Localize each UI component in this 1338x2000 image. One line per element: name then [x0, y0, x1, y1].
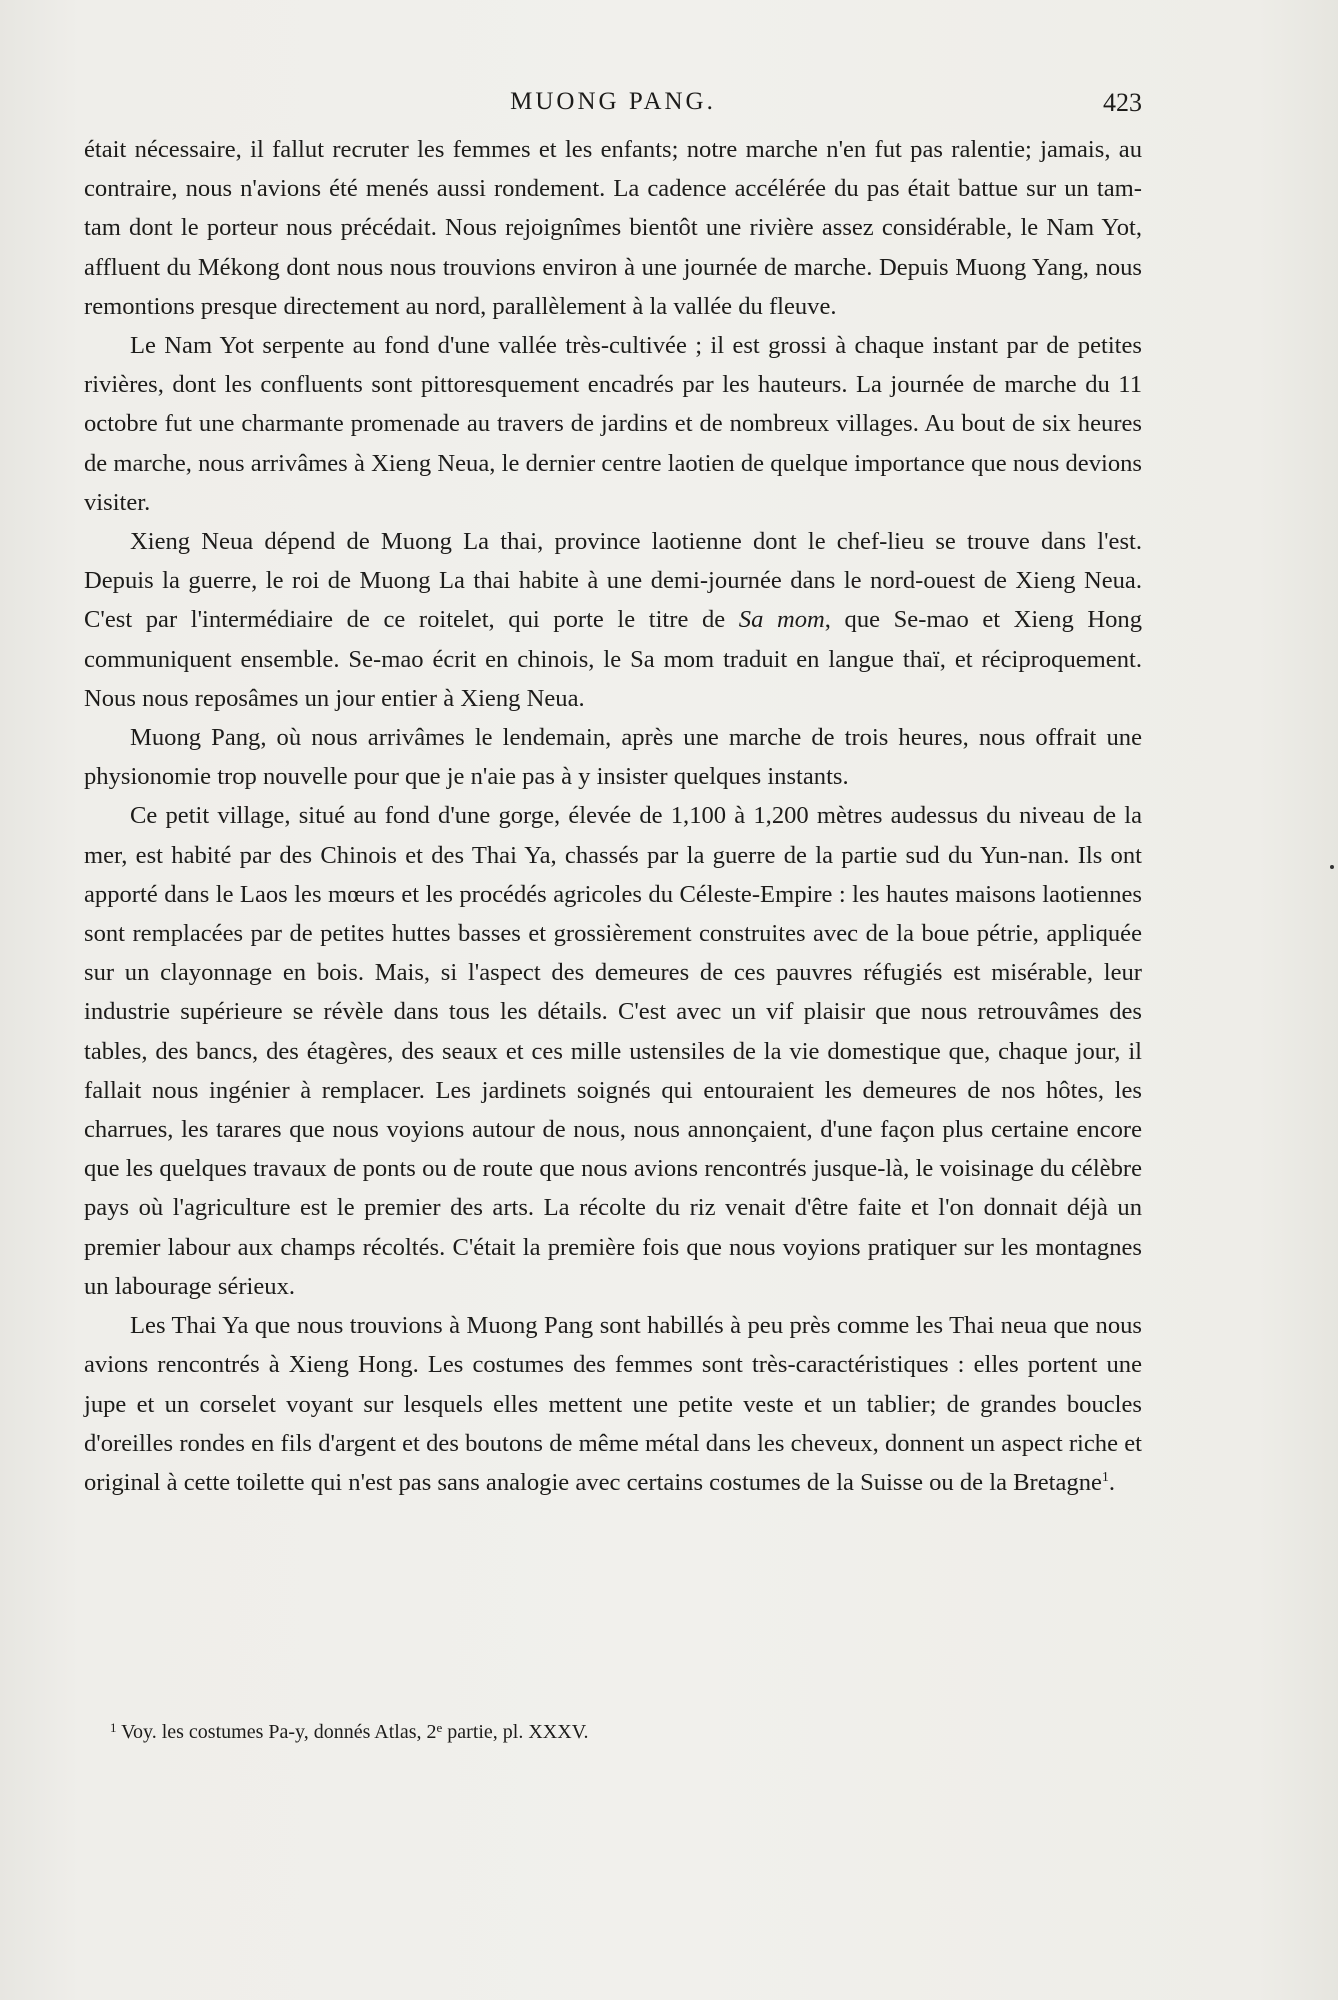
paragraph-3	[84, 522, 1142, 718]
paragraph-text: Les Thai Ya que nous trouvions à Muong Pang sont habillés à peu près comme les Thai neua que nous avions rencontrés à Xieng Hong. Les costumes des femmes sont très-caractéristiques : elles portent une jupe et un corselet voyant sur lesquels elles mettent une petite veste et un tablier; de grandes boucles d'oreilles rondes en fils d'argent et des boutons de même métal dans les cheveux, donnent un aspect riche et original à cette toilette qui n'est pas sans analogie avec certains costumes de la Suisse ou de la Bretagne	[84, 1312, 1142, 1496]
paper-speck	[1330, 865, 1334, 869]
footnote-reference: 1	[1101, 1469, 1109, 1485]
paragraph-5	[84, 796, 1142, 1306]
paragraph-text: Ce petit village, situé au fond d'une gorge, élevée de 1,100 à 1,200 mètres audessus du niveau de la mer, est habité par des Chinois et des Thai Ya, chassés par la guerre de la partie sud du Yun-nan. Ils ont apporté dans le Laos les mœurs et les procédés agricoles du Céleste-Empire : les hautes maisons laotiennes sont remplacées par de petites huttes basses et grossièrement construites avec de la boue pétrie, appliquée sur un clayonnage en bois. Mais, si l'aspect des demeures de ces pauvres réfugiés est misérable, leur industrie supérieure se révèle dans tous les détails. C'est avec un vif plaisir que nous retrouvâmes des tables, des bancs, des étagères, des seaux et ces mille ustensiles de la vie domestique que, chaque jour, il fallait nous ingénier à remplacer. Les jardinets soignés qui entouraient les demeures de nos hôtes, les charrues, les tarares que nous voyions autour de nous, nous annonçaient, d'une façon plus certaine encore que les quelques travaux de ponts ou de route que nous avions rencontrés jusque-là, le voisinage du célèbre pays où l'agriculture est le premier des arts. La récolte du riz venait d'être faite et l'on donnait déjà un premier labour aux champs récoltés. C'était la première fois que nous voyions pratiquer sur les montagnes un labourage sérieux.	[84, 802, 1142, 1300]
paragraph-text: était nécessaire, il fallut recruter les femmes et les enfants; notre marche n'en fut pas ralentie; jamais, au contraire, nous n'avions été menés aussi rondement. La cadence accélérée du pas était battue sur un tam-tam dont le porteur nous précédait. Nous rejoignîmes bientôt une rivière assez considérable, le Nam Yot, affluent du Mékong dont nous nous trouvions environ à une journée de marche. Depuis Muong Yang, nous remontions presque directement au nord, parallèlement à la vallée du fleuve.	[84, 136, 1142, 320]
paragraph-text: Xieng Neua dépend de Muong La thai, province laotienne dont le chef-lieu se trouve dans l'est. Depuis la guerre, le roi de Muong La thai habite à une demi-journée dans le nord-ouest de Xieng Neua. C'est par l'intermédiaire de ce roitelet, qui porte le titre de	[84, 528, 1142, 634]
footnote-superscript: e	[436, 1720, 443, 1735]
page-header	[84, 88, 1142, 128]
paragraph-1	[84, 130, 1142, 326]
paragraph-text: Muong Pang, où nous arrivâmes le lendemain, après une marche de trois heures, nous offrait une physionomie trop nouvelle pour que je n'aie pas à y insister quelques instants.	[84, 724, 1142, 791]
paragraph-text: Le Nam Yot serpente au fond d'une vallée très-cultivée ; il est grossi à chaque instant par de petites rivières, dont les confluents sont pittoresquement encadrés par les hauteurs. La journée de marche du 11 octobre fut une charmante promenade au travers de jardins et de nombreux villages. Au bout de six heures de marche, nous arrivâmes à Xieng Neua, le dernier centre laotien de quelque importance que nous devions visiter.	[84, 332, 1142, 516]
footnote-text-end: partie, pl. XXXV.	[442, 1721, 589, 1743]
footnote-marker: 1	[110, 1720, 117, 1735]
body-text	[84, 130, 1142, 1502]
footnote-text: Voy. les costumes Pa-y, donnés Atlas, 2	[121, 1721, 437, 1743]
paragraph-text: , que Se-mao et Xieng Hong communiquent ensemble. Se-mao écrit en chinois, le Sa mom traduit en langue thaï, et réciproquement. Nous nous reposâmes un jour entier à Xieng Neua.	[84, 606, 1143, 712]
paragraph-4	[84, 718, 1142, 796]
running-head: MUONG PANG.	[510, 88, 716, 115]
paragraph-6	[84, 1306, 1142, 1502]
page-number: 423	[1103, 88, 1142, 117]
paragraph-end: .	[1108, 1468, 1116, 1496]
paragraph-2	[84, 326, 1142, 522]
footnote	[110, 1718, 1110, 1746]
italic-title: Sa mom	[738, 606, 825, 634]
